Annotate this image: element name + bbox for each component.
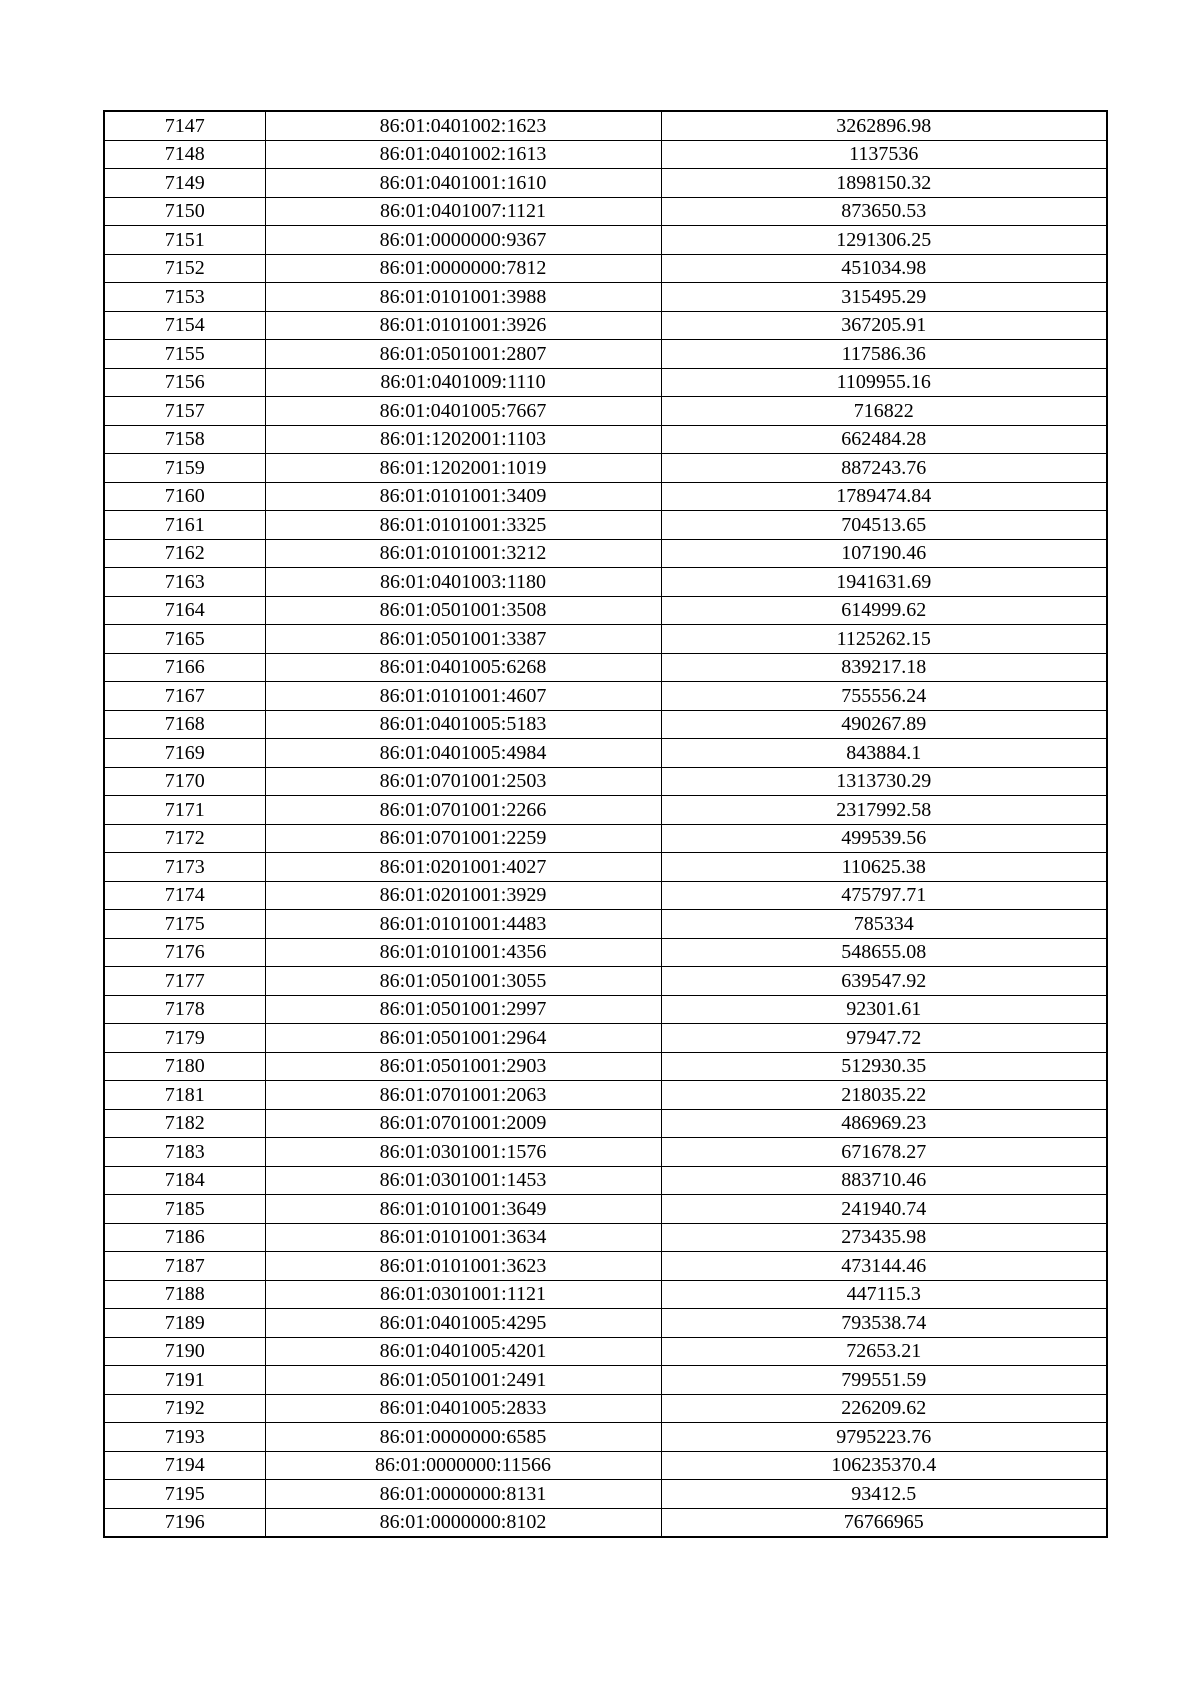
cadastral-value-cell: 475797.71 (661, 881, 1107, 910)
cadastral-number-cell: 86:01:0101001:3649 (265, 1195, 661, 1224)
cadastral-number-cell: 86:01:0501001:2807 (265, 340, 661, 369)
table-row (104, 340, 1107, 369)
row-number-cell: 7154 (104, 311, 265, 340)
cadastral-value-cell: 241940.74 (661, 1195, 1107, 1224)
table-row (104, 938, 1107, 967)
row-number-cell: 7170 (104, 767, 265, 796)
row-number-cell: 7189 (104, 1309, 265, 1338)
cadastral-value-cell: 367205.91 (661, 311, 1107, 340)
table-row (104, 1366, 1107, 1395)
table-row (104, 967, 1107, 996)
cadastral-value-cell: 843884.1 (661, 739, 1107, 768)
table-row (104, 1138, 1107, 1167)
table-row (104, 1451, 1107, 1480)
cadastral-value-cell: 107190.46 (661, 539, 1107, 568)
row-number-cell: 7167 (104, 682, 265, 711)
cadastral-number-cell: 86:01:0000000:8102 (265, 1508, 661, 1537)
cadastral-value-cell: 447115.3 (661, 1280, 1107, 1309)
cadastral-number-cell: 86:01:0401005:4201 (265, 1337, 661, 1366)
table-row (104, 111, 1107, 140)
table-row (104, 910, 1107, 939)
table-body (104, 111, 1107, 1537)
cadastral-value-cell: 883710.46 (661, 1166, 1107, 1195)
cadastral-value-cell: 662484.28 (661, 425, 1107, 454)
cadastral-value-cell: 793538.74 (661, 1309, 1107, 1338)
cadastral-number-cell: 86:01:0701001:2063 (265, 1081, 661, 1110)
table-row (104, 1195, 1107, 1224)
cadastral-value-cell: 1313730.29 (661, 767, 1107, 796)
cadastral-number-cell: 86:01:0401002:1623 (265, 111, 661, 140)
table-row (104, 511, 1107, 540)
table-row (104, 1223, 1107, 1252)
cadastral-number-cell: 86:01:0201001:3929 (265, 881, 661, 910)
cadastral-number-cell: 86:01:0401007:1121 (265, 197, 661, 226)
table-row (104, 1109, 1107, 1138)
row-number-cell: 7188 (104, 1280, 265, 1309)
cadastral-number-cell: 86:01:0301001:1121 (265, 1280, 661, 1309)
cadastral-value-cell: 273435.98 (661, 1223, 1107, 1252)
table-row (104, 853, 1107, 882)
table-row (104, 311, 1107, 340)
cadastral-value-cell: 1898150.32 (661, 169, 1107, 198)
cadastral-value-cell: 72653.21 (661, 1337, 1107, 1366)
cadastral-value-cell: 2317992.58 (661, 796, 1107, 825)
table-row (104, 425, 1107, 454)
row-number-cell: 7175 (104, 910, 265, 939)
table-row (104, 596, 1107, 625)
cadastral-number-cell: 86:01:0701001:2259 (265, 824, 661, 853)
cadastral-number-cell: 86:01:0701001:2503 (265, 767, 661, 796)
row-number-cell: 7191 (104, 1366, 265, 1395)
cadastral-number-cell: 86:01:0401005:6268 (265, 653, 661, 682)
row-number-cell: 7177 (104, 967, 265, 996)
row-number-cell: 7178 (104, 995, 265, 1024)
table-row (104, 625, 1107, 654)
cadastral-value-cell: 887243.76 (661, 454, 1107, 483)
table-row (104, 1337, 1107, 1366)
cadastral-value-cell: 704513.65 (661, 511, 1107, 540)
cadastral-number-cell: 86:01:0701001:2266 (265, 796, 661, 825)
cadastral-number-cell: 86:01:0401005:4984 (265, 739, 661, 768)
cadastral-value-cell: 548655.08 (661, 938, 1107, 967)
row-number-cell: 7155 (104, 340, 265, 369)
cadastral-value-cell: 716822 (661, 397, 1107, 426)
row-number-cell: 7184 (104, 1166, 265, 1195)
cadastral-number-cell: 86:01:0101001:4483 (265, 910, 661, 939)
cadastral-value-cell: 3262896.98 (661, 111, 1107, 140)
cadastral-value-cell: 490267.89 (661, 710, 1107, 739)
table-row (104, 226, 1107, 255)
cadastral-number-cell: 86:01:0401002:1613 (265, 140, 661, 169)
row-number-cell: 7151 (104, 226, 265, 255)
cadastral-number-cell: 86:01:0101001:3325 (265, 511, 661, 540)
cadastral-number-cell: 86:01:0201001:4027 (265, 853, 661, 882)
row-number-cell: 7159 (104, 454, 265, 483)
row-number-cell: 7182 (104, 1109, 265, 1138)
cadastral-value-cell: 93412.5 (661, 1480, 1107, 1509)
row-number-cell: 7165 (104, 625, 265, 654)
row-number-cell: 7171 (104, 796, 265, 825)
table-row (104, 796, 1107, 825)
row-number-cell: 7164 (104, 596, 265, 625)
table-row (104, 1394, 1107, 1423)
table-row (104, 454, 1107, 483)
cadastral-value-cell: 110625.38 (661, 853, 1107, 882)
table-row (104, 1252, 1107, 1281)
cadastral-value-cell: 1941631.69 (661, 568, 1107, 597)
cadastral-value-cell: 1291306.25 (661, 226, 1107, 255)
cadastral-number-cell: 86:01:0101001:3634 (265, 1223, 661, 1252)
cadastral-number-cell: 86:01:0401005:4295 (265, 1309, 661, 1338)
cadastral-number-cell: 86:01:0401005:5183 (265, 710, 661, 739)
row-number-cell: 7147 (104, 111, 265, 140)
cadastral-value-cell: 1109955.16 (661, 368, 1107, 397)
cadastral-value-cell: 117586.36 (661, 340, 1107, 369)
table-row (104, 254, 1107, 283)
row-number-cell: 7148 (104, 140, 265, 169)
cadastral-value-cell: 97947.72 (661, 1024, 1107, 1053)
cadastral-value-table (103, 110, 1108, 1538)
cadastral-value-cell: 1137536 (661, 140, 1107, 169)
row-number-cell: 7168 (104, 710, 265, 739)
cadastral-value-cell: 839217.18 (661, 653, 1107, 682)
cadastral-number-cell: 86:01:0401003:1180 (265, 568, 661, 597)
table-row (104, 767, 1107, 796)
cadastral-number-cell: 86:01:0501001:3508 (265, 596, 661, 625)
row-number-cell: 7157 (104, 397, 265, 426)
cadastral-value-cell: 226209.62 (661, 1394, 1107, 1423)
cadastral-number-cell: 86:01:0101001:3409 (265, 482, 661, 511)
row-number-cell: 7173 (104, 853, 265, 882)
row-number-cell: 7174 (104, 881, 265, 910)
cadastral-value-cell: 106235370.4 (661, 1451, 1107, 1480)
table-row (104, 1024, 1107, 1053)
row-number-cell: 7172 (104, 824, 265, 853)
table-row (104, 1508, 1107, 1537)
cadastral-value-cell: 1789474.84 (661, 482, 1107, 511)
cadastral-value-cell: 92301.61 (661, 995, 1107, 1024)
table-row (104, 1280, 1107, 1309)
row-number-cell: 7187 (104, 1252, 265, 1281)
table-row (104, 140, 1107, 169)
row-number-cell: 7158 (104, 425, 265, 454)
table-row (104, 539, 1107, 568)
row-number-cell: 7169 (104, 739, 265, 768)
cadastral-value-cell: 614999.62 (661, 596, 1107, 625)
table-row (104, 710, 1107, 739)
cadastral-number-cell: 86:01:0501001:3055 (265, 967, 661, 996)
table-row (104, 1052, 1107, 1081)
table-row (104, 1480, 1107, 1509)
cadastral-number-cell: 86:01:0501001:3387 (265, 625, 661, 654)
table-row (104, 397, 1107, 426)
cadastral-number-cell: 86:01:0401005:7667 (265, 397, 661, 426)
row-number-cell: 7176 (104, 938, 265, 967)
row-number-cell: 7160 (104, 482, 265, 511)
cadastral-value-cell: 785334 (661, 910, 1107, 939)
cadastral-number-cell: 86:01:0101001:3212 (265, 539, 661, 568)
table-row (104, 824, 1107, 853)
cadastral-value-cell: 671678.27 (661, 1138, 1107, 1167)
row-number-cell: 7152 (104, 254, 265, 283)
row-number-cell: 7153 (104, 283, 265, 312)
cadastral-number-cell: 86:01:0101001:4356 (265, 938, 661, 967)
cadastral-value-cell: 1125262.15 (661, 625, 1107, 654)
cadastral-value-cell: 76766965 (661, 1508, 1107, 1537)
cadastral-number-cell: 86:01:0501001:2964 (265, 1024, 661, 1053)
cadastral-number-cell: 86:01:0501001:2903 (265, 1052, 661, 1081)
table-row (104, 1081, 1107, 1110)
table-row (104, 682, 1107, 711)
row-number-cell: 7180 (104, 1052, 265, 1081)
table-row (104, 739, 1107, 768)
table-row (104, 283, 1107, 312)
row-number-cell: 7196 (104, 1508, 265, 1537)
row-number-cell: 7185 (104, 1195, 265, 1224)
cadastral-value-cell: 512930.35 (661, 1052, 1107, 1081)
cadastral-number-cell: 86:01:0000000:11566 (265, 1451, 661, 1480)
cadastral-number-cell: 86:01:0101001:4607 (265, 682, 661, 711)
cadastral-number-cell: 86:01:0301001:1576 (265, 1138, 661, 1167)
row-number-cell: 7179 (104, 1024, 265, 1053)
cadastral-value-cell: 218035.22 (661, 1081, 1107, 1110)
cadastral-number-cell: 86:01:0401005:2833 (265, 1394, 661, 1423)
row-number-cell: 7186 (104, 1223, 265, 1252)
table-row (104, 1423, 1107, 1452)
row-number-cell: 7194 (104, 1451, 265, 1480)
cadastral-number-cell: 86:01:0101001:3988 (265, 283, 661, 312)
table-row (104, 368, 1107, 397)
cadastral-number-cell: 86:01:0501001:2491 (265, 1366, 661, 1395)
row-number-cell: 7183 (104, 1138, 265, 1167)
row-number-cell: 7193 (104, 1423, 265, 1452)
table-row (104, 995, 1107, 1024)
cadastral-number-cell: 86:01:1202001:1019 (265, 454, 661, 483)
cadastral-number-cell: 86:01:0000000:8131 (265, 1480, 661, 1509)
table-row (104, 653, 1107, 682)
cadastral-value-cell: 9795223.76 (661, 1423, 1107, 1452)
table-row (104, 169, 1107, 198)
cadastral-number-cell: 86:01:0101001:3623 (265, 1252, 661, 1281)
cadastral-value-cell: 486969.23 (661, 1109, 1107, 1138)
cadastral-value-cell: 499539.56 (661, 824, 1107, 853)
table-row (104, 881, 1107, 910)
cadastral-number-cell: 86:01:0000000:7812 (265, 254, 661, 283)
cadastral-number-cell: 86:01:1202001:1103 (265, 425, 661, 454)
cadastral-number-cell: 86:01:0701001:2009 (265, 1109, 661, 1138)
cadastral-number-cell: 86:01:0101001:3926 (265, 311, 661, 340)
row-number-cell: 7149 (104, 169, 265, 198)
row-number-cell: 7192 (104, 1394, 265, 1423)
cadastral-value-cell: 873650.53 (661, 197, 1107, 226)
cadastral-number-cell: 86:01:0501001:2997 (265, 995, 661, 1024)
table-row (104, 197, 1107, 226)
row-number-cell: 7190 (104, 1337, 265, 1366)
row-number-cell: 7166 (104, 653, 265, 682)
cadastral-value-cell: 639547.92 (661, 967, 1107, 996)
table-row (104, 568, 1107, 597)
cadastral-number-cell: 86:01:0000000:9367 (265, 226, 661, 255)
cadastral-number-cell: 86:01:0000000:6585 (265, 1423, 661, 1452)
table-row (104, 482, 1107, 511)
row-number-cell: 7150 (104, 197, 265, 226)
row-number-cell: 7181 (104, 1081, 265, 1110)
row-number-cell: 7156 (104, 368, 265, 397)
cadastral-number-cell: 86:01:0401009:1110 (265, 368, 661, 397)
table-row (104, 1166, 1107, 1195)
cadastral-value-cell: 315495.29 (661, 283, 1107, 312)
row-number-cell: 7162 (104, 539, 265, 568)
row-number-cell: 7161 (104, 511, 265, 540)
row-number-cell: 7163 (104, 568, 265, 597)
cadastral-value-cell: 451034.98 (661, 254, 1107, 283)
row-number-cell: 7195 (104, 1480, 265, 1509)
cadastral-value-cell: 755556.24 (661, 682, 1107, 711)
cadastral-value-cell: 473144.46 (661, 1252, 1107, 1281)
table-row (104, 1309, 1107, 1338)
cadastral-number-cell: 86:01:0401001:1610 (265, 169, 661, 198)
cadastral-number-cell: 86:01:0301001:1453 (265, 1166, 661, 1195)
cadastral-value-cell: 799551.59 (661, 1366, 1107, 1395)
